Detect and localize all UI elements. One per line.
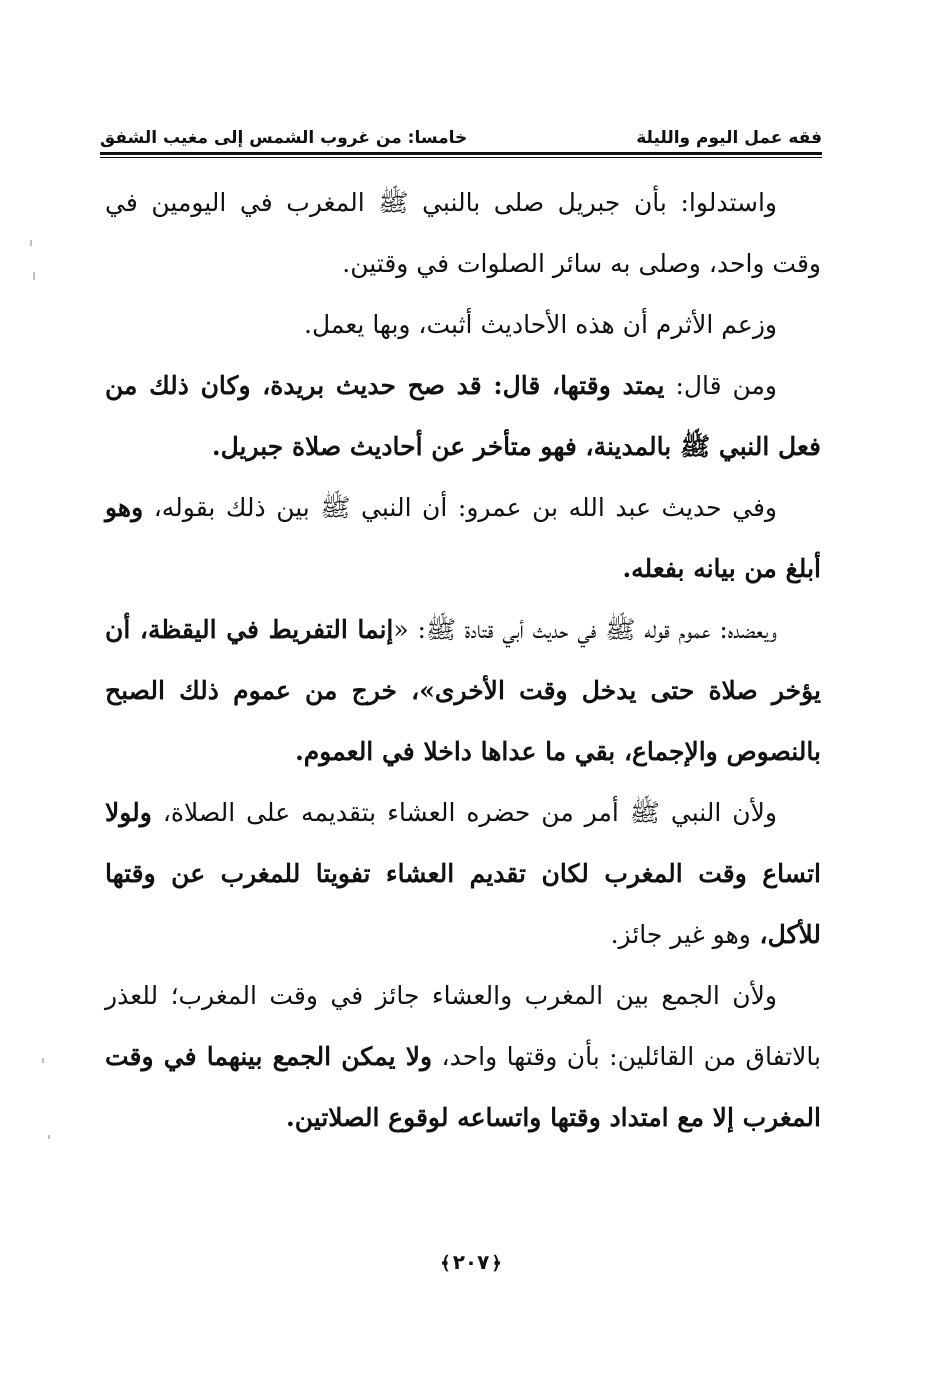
text-segment: ومن قال:	[664, 371, 777, 400]
scan-speck	[30, 240, 32, 246]
body-text	[105, 172, 821, 1148]
paragraph	[105, 599, 821, 782]
ornament-left: ﴾	[440, 1253, 451, 1274]
paragraph	[105, 355, 821, 477]
paragraph	[105, 965, 821, 1148]
page-number	[0, 1250, 942, 1274]
scan-speck	[48, 1135, 50, 1139]
scan-speck	[42, 1058, 44, 1063]
bold-text-segment: يمتد وقتها، قال: قد صح حديث بريدة، وكان ذلك من فعل النبي ﷺ بالمدينة، فهو متأخر عن أحاديث صلاة جبريل.	[105, 371, 821, 461]
bold-text-segment: ولا يمكن الجمع بينهما في وقت المغرب إلا مع امتداد وقتها واتساعه لوقوع الصلاتين.	[105, 1042, 821, 1132]
page-number-value: ٢٠٧	[452, 1250, 490, 1274]
paragraph	[105, 782, 821, 965]
paragraph	[105, 294, 821, 355]
ornament-right: ﴿	[491, 1253, 502, 1274]
paragraph	[105, 477, 821, 599]
text-segment: ويعضده: عموم قوله ﷺ في حديث أبي قتادة ﷺ: «	[393, 615, 777, 644]
bold-text-segment: وهو أبلغ من بيانه بفعله.	[105, 493, 821, 583]
text-segment: وفي حديث عبد الله بن عمرو: أن النبي ﷺ بين ذلك بقوله،	[143, 493, 777, 522]
text-segment: وزعم الأثرم أن هذه الأحاديث أثبت، وبها يعمل.	[304, 310, 777, 339]
chapter-title: خامسا: من غروب الشمس إلى مغيب الشفق	[100, 128, 468, 148]
header-rule	[100, 152, 822, 155]
text-segment: وهو غير جائز.	[610, 920, 751, 949]
bold-text-segment: ولولا اتساع وقت المغرب لكان تقديم العشاء تفويتا للمغرب عن وقتها للأكل،	[105, 798, 821, 949]
bold-text-segment: إنما التفريط في اليقظة، أن يؤخر صلاة حتى يدخل وقت الأخرى»، خرج من عموم ذلك الصبح بالنصوص والإجماع، بقي ما عداها داخلا في العموم.	[105, 615, 821, 766]
text-segment: ولأن الجمع بين المغرب والعشاء جائز في وقت المغرب؛ للعذر بالاتفاق من القائلين: بأن وقتها واحد،	[105, 981, 822, 1071]
text-segment: ولأن النبي ﷺ أمر من حضره العشاء بتقديمه على الصلاة،	[151, 798, 777, 827]
scan-speck	[33, 272, 35, 280]
book-title: فقه عمل اليوم والليلة	[636, 128, 822, 148]
text-segment: واستدلوا: بأن جبريل صلى بالنبي ﷺ المغرب في اليومين في وقت واحد، وصلى به سائر الصلوات في وقتين.	[105, 188, 821, 278]
paragraph	[105, 172, 821, 294]
